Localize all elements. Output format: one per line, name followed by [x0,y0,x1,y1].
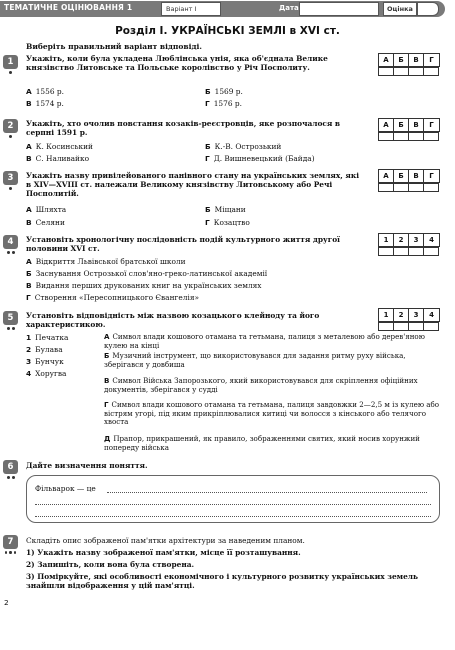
q2-answer-header: А Б В Г [378,118,440,132]
q5-answer-header: 1 2 3 4 [378,308,440,322]
q3-option-d: Г Козацтво [205,218,250,227]
question-number-3: 3 [3,171,18,185]
q5-answer-grid[interactable] [378,322,439,331]
definition-answer-box[interactable] [26,475,440,523]
answer-line [35,516,431,517]
question-1-text: Укажіть, коли була укладена Люблінська унія, яка об'єднала Велике князівство Литовське та Польське королівство у Річ Посполиту. [26,54,328,72]
date-label: Дата [279,4,299,12]
question-number-2: 2 [3,119,18,133]
question-number-5: 5 [3,311,18,325]
q5-left-1: 1 Печатка [26,333,69,342]
question-number-1: 1 [3,55,18,69]
q1-option-c: В 1574 р. [26,99,64,108]
q4-option-a: А Відкриття Львівської братської школи [26,257,186,266]
question-number-7: 7 [3,535,18,549]
difficulty-dots-icon [5,551,16,556]
q2-option-c: В С. Наливайко [26,154,90,163]
q5-right-d: Г Символ влади кошового отамана та гетьмана, палиця завдовжки 2—2,5 м із кулею або вістрям угорі, під яким прикріплювалися китиці чи волосся з кінського або телячого хвоста [104,400,440,427]
difficulty-dots-icon [5,327,16,332]
q2-answer-grid[interactable] [378,132,439,141]
header-strip [0,0,455,18]
q3-answer-header: А Б В Г [378,169,440,183]
header-title: ТЕМАТИЧНЕ ОЦІНЮВАННЯ 1 [4,3,133,12]
question-number-4: 4 [3,235,18,249]
score-label: Оцінка [383,2,417,16]
q4-answer-header: 1 2 3 4 [378,233,440,247]
question-number-6: 6 [3,460,18,474]
answer-line [35,504,431,505]
q7-item-2: 2) Запишіть, коли вона була створена. [26,560,195,569]
q1-option-b: Б 1569 р. [205,87,243,96]
definition-term: Фільварок — це [35,484,96,493]
q4-answer-grid[interactable] [378,247,439,256]
difficulty-dots-icon [5,187,16,192]
q5-right-c: В Символ Війська Запорозького, який використовувався для скріплення офіційних документів, зберігався у судді [104,376,418,394]
q3-answer-grid[interactable] [378,183,439,192]
answer-line [107,492,427,493]
q5-left-3: 3 Бунчук [26,357,64,366]
q5-right-a: А Символ влади кошового отамана та гетьмана, палиця з металевою або дерев'яною кулею на кінці [104,332,425,350]
q1-option-d: Г 1576 р. [205,99,242,108]
page-number: 2 [4,598,9,607]
difficulty-dots-icon [5,251,16,256]
question-6-text: Дайте визначення поняття. [26,461,148,470]
q5-right-e: Д Прапор, прикрашений, як правило, зображеннями святих, який носив хорунжий попереду війська [104,434,420,452]
q4-option-c: В Видання перших друкованих книг на українських землях [26,281,262,290]
q7-item-1: 1) Укажіть назву зображеної пам'ятки, місце її розташування. [26,548,301,557]
q4-option-d: Г Створення «Пересопницького Євангелія» [26,293,200,302]
question-2-text: Укажіть, хто очолив повстання козаків-реєстровців, яке розпочалося в серпні 1591 р. [26,119,341,137]
variant-box: Варіант І [161,2,221,16]
difficulty-dots-icon [5,135,16,140]
q3-option-b: Б Міщани [205,205,246,214]
q2-option-d: Г Д. Вишневецький (Байда) [205,154,315,163]
q5-left-4: 4 Хоругва [26,369,67,378]
date-field[interactable] [299,2,379,16]
q2-option-b: Б К.-В. Острозький [205,142,282,151]
q3-option-a: А Шляхта [26,205,67,214]
q1-option-a: А 1556 р. [26,87,64,96]
score-field[interactable] [417,2,439,16]
question-3-text: Укажіть назву привілейованого панівного стану на українських землях, які в XIV—XVIII ст. належали Великому князівству Литовському або Речі Посполитій. [26,171,360,198]
instruction: Виберіть правильний варіант відповіді. [26,42,202,51]
q1-answer-grid[interactable] [378,67,439,76]
section-title: Розділ І. УКРАЇНСЬКІ ЗЕМЛІ в XVI ст. [115,25,340,37]
question-4-text: Установіть хронологічну послідовність подій культурного життя другої половини XVI ст. [26,235,340,253]
question-7-text: Складіть опис зображеної пам'ятки архітектури за наведеним планом. [26,536,305,545]
q3-option-c: В Селяни [26,218,65,227]
q4-option-b: Б Заснування Острозької слов'яно-греко-латинської академії [26,269,268,278]
difficulty-dots-icon [5,71,16,76]
difficulty-dots-icon [5,476,16,481]
q5-right-b: Б Музичний інструмент, що використовувався для задання ритму руху війська, зберігався у довбиша [104,351,406,369]
q7-item-3: 3) Поміркуйте, які особливості економічного і культурного розвитку українських земель знайшли відображення у цій пам'ятці. [26,572,418,590]
q1-answer-header: А Б В Г [378,53,440,67]
q5-left-2: 2 Булава [26,345,63,354]
q2-option-a: А К. Косинський [26,142,93,151]
question-5-text: Установіть відповідність між назвою козацького клейноду та його характеристикою. [26,311,320,329]
